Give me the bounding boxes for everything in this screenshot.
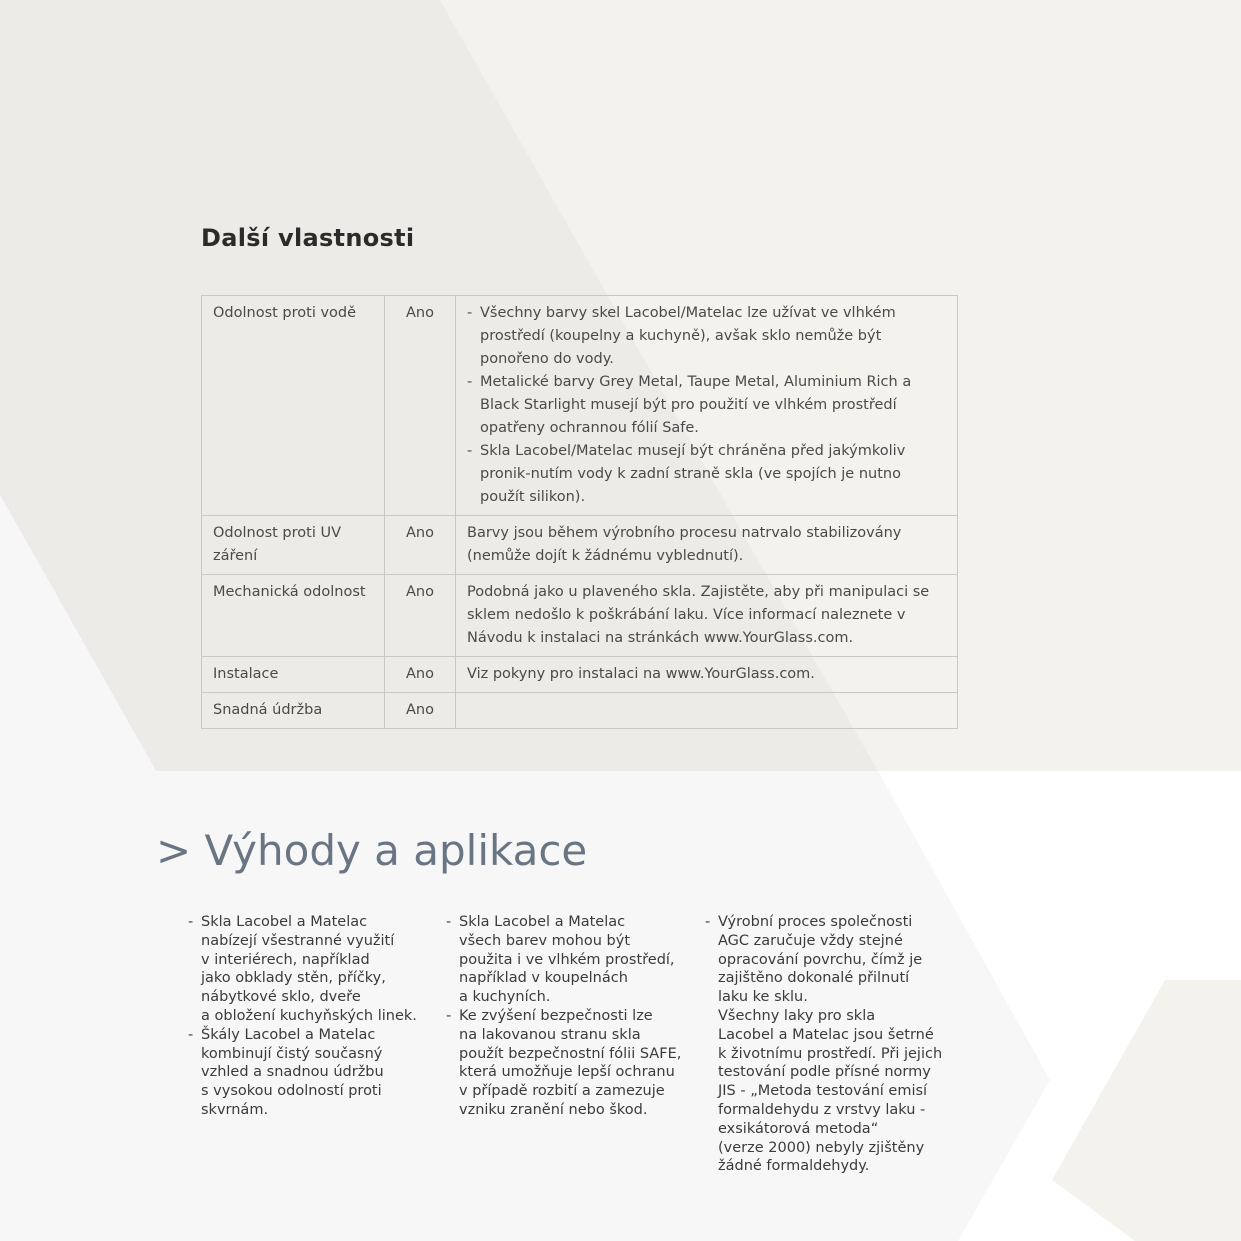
advantages-column-1 [188, 913, 438, 1120]
list-item: - Ke zvýšení bezpečnosti lze na lakovanou stranu skla použít bezpečnostní fólii SAFE, která umožňuje lepší ochranu v případě rozbití a zamezuje vzniku zranění nebo škod. [446, 1007, 696, 1120]
property-name: Mechanická odolnost [202, 575, 385, 657]
advantages-column-3 [705, 913, 965, 1176]
advantages-title: > Výhody a aplikace [156, 826, 588, 875]
note-item: - Všechny barvy skel Lacobel/Matelac lze užívat ve vlhkém prostředí (koupelny a kuchyně), avšak sklo nemůže být ponořeno do vody. [467, 302, 946, 371]
property-value: Ano [385, 657, 456, 693]
cream-corner-panel [1052, 980, 1241, 1241]
property-description: Barvy jsou během výrobního procesu natrvalo stabilizovány (nemůže dojít k žádnému vyblednutí). [456, 516, 958, 575]
property-name: Odolnost proti UV záření [202, 516, 385, 575]
advantages-column-2 [446, 913, 696, 1120]
note-item: - Skla Lacobel/Matelac musejí být chráněna před jakýmkoliv pronik-nutím vody k zadní straně skla (ve spojích je nutno použít silikon). [467, 440, 946, 509]
note-item: - Metalické barvy Grey Metal, Taupe Metal, Aluminium Rich a Black Starlight musejí být pro použití ve vlhkém prostředí opatřeny ochrannou fólií Safe. [467, 371, 946, 440]
property-value: Ano [385, 296, 456, 516]
table-row [202, 296, 958, 516]
list-item: - Skla Lacobel a Matelac všech barev mohou být použita i ve vlhkém prostředí, například v koupelnách a kuchyních. [446, 913, 696, 1007]
list-item: - Škály Lacobel a Matelac kombinují čistý současný vzhled a snadnou údržbu s vysokou odolností proti skvrnám. [188, 1026, 438, 1120]
property-value: Ano [385, 575, 456, 657]
list-item: - Skla Lacobel a Matelac nabízejí všestranné využití v interiérech, například jako obklady stěn, příčky, nábytkové sklo, dveře a obložení kuchyňských linek. [188, 913, 438, 1026]
property-value: Ano [385, 516, 456, 575]
table-row [202, 693, 958, 729]
property-description [456, 693, 958, 729]
section-title: Další vlastnosti [201, 224, 415, 252]
list-item: - Výrobní proces společnosti AGC zaručuje vždy stejné opracování povrchu, čímž je zajištěno dokonalé přilnutí laku ke sklu. Všechny laky pro skla Lacobel a Matelac jsou šetrné k životnímu prostředí. Při jejich testování podle přísné normy JIS - „Metoda testování emisí formaldehydu z vrstvy laku - exsikátorová metoda“ (verze 2000) nebyly zjištěny žádné formaldehydy. [705, 913, 965, 1176]
property-name: Snadná údržba [202, 693, 385, 729]
table-row [202, 516, 958, 575]
property-description: Podobná jako u plaveného skla. Zajistěte, aby při manipulaci se sklem nedošlo k poškrábání laku. Více informací naleznete v Návodu k instalaci na stránkách www.YourGlass.com. [456, 575, 958, 657]
properties-table [201, 295, 958, 729]
table-row [202, 575, 958, 657]
table-row [202, 657, 958, 693]
property-description: Viz pokyny pro instalaci na www.YourGlass.com. [456, 657, 958, 693]
property-name: Instalace [202, 657, 385, 693]
property-value: Ano [385, 693, 456, 729]
property-notes [456, 296, 958, 516]
property-name: Odolnost proti vodě [202, 296, 385, 516]
